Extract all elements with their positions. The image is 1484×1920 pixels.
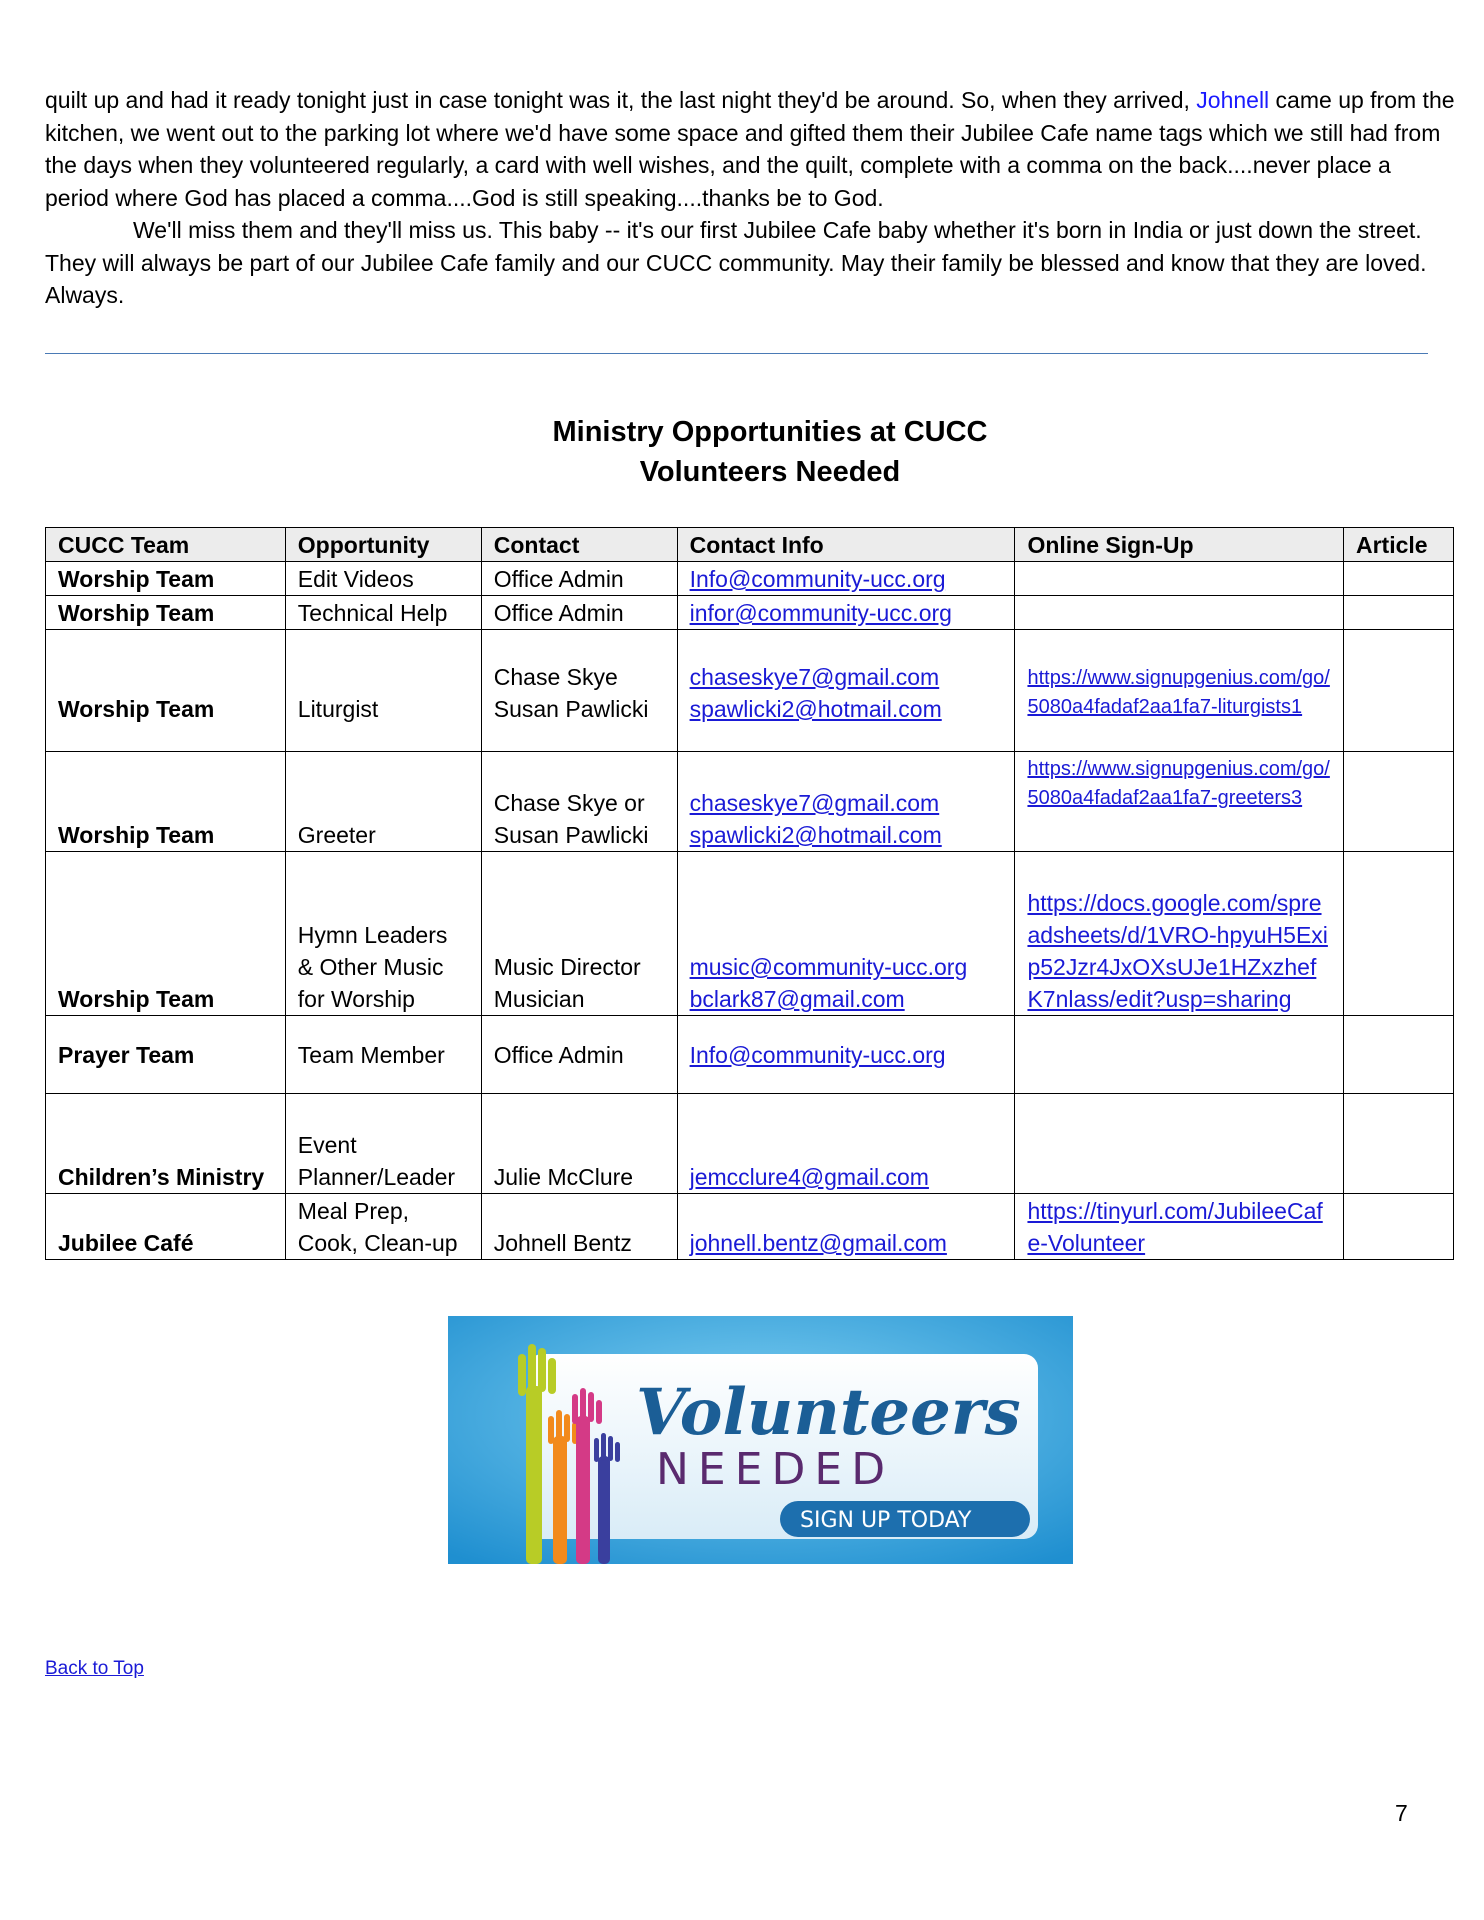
contact-info-cell — [677, 1194, 1015, 1260]
contact-info-cell — [677, 1094, 1015, 1194]
banner-word-needed: NEEDED — [656, 1444, 895, 1495]
intro-paragraph-1 — [45, 84, 1455, 214]
article-cell — [1343, 1194, 1453, 1260]
opportunity-line: Cook, Clean-up — [297, 1230, 458, 1256]
opportunity-cell: Team Member — [285, 1016, 481, 1094]
contact-info-cell — [677, 1016, 1015, 1094]
table-row — [46, 1194, 1454, 1260]
article-cell — [1343, 596, 1453, 630]
article-cell — [1343, 752, 1453, 852]
table-row — [46, 1094, 1454, 1194]
opportunity-line: & Other Music — [297, 954, 444, 980]
email-link[interactable]: music@community-ucc.org — [689, 954, 968, 980]
opportunity-cell: Greeter — [285, 752, 481, 852]
banner-word-volunteers: Volunteers — [636, 1375, 1021, 1450]
table-row — [46, 562, 1454, 596]
team-cell: Worship Team — [46, 852, 286, 1016]
team-cell: Worship Team — [46, 752, 286, 852]
team-cell: Worship Team — [46, 596, 286, 630]
signup-cell — [1015, 562, 1344, 596]
header-contact: Contact — [481, 528, 677, 562]
opportunity-cell: Edit Videos — [285, 562, 481, 596]
intro-text: quilt up and had it ready tonight just in case tonight was it, the last night they'd be around. So, when they arrived, — [45, 87, 1197, 113]
header-article: Article — [1343, 528, 1453, 562]
opportunity-cell — [285, 1094, 481, 1194]
signup-link[interactable]: https://www.signupgenius.com/go/5080a4fadaf2aa1fa7-liturgists1 — [1027, 667, 1330, 718]
signup-cell — [1015, 852, 1344, 1016]
opportunity-line: Event — [297, 1132, 357, 1158]
ministry-opportunities-table — [45, 527, 1454, 1260]
email-link[interactable]: chaseskye7@gmail.com — [689, 664, 940, 690]
signup-link[interactable]: https://docs.google.com/spreadsheets/d/1VRO-hpyuH5Exip52Jzr4JxOXsUJe1HZxzhefK7nlass/edit?usp=sharing — [1027, 890, 1328, 1012]
email-link[interactable]: bclark87@gmail.com — [689, 986, 905, 1012]
section-divider — [45, 353, 1428, 354]
table-row — [46, 596, 1454, 630]
article-cell — [1343, 852, 1453, 1016]
header-online-signup: Online Sign-Up — [1015, 528, 1344, 562]
header-opportunity: Opportunity — [285, 528, 481, 562]
signup-link[interactable]: https://www.signupgenius.com/go/5080a4fadaf2aa1fa7-greeters3 — [1027, 758, 1330, 809]
table-header-row — [46, 528, 1454, 562]
team-cell: Children’s Ministry — [46, 1094, 286, 1194]
opportunity-line: Planner/Leader — [297, 1164, 456, 1190]
header-cucc-team: CUCC Team — [46, 528, 286, 562]
signup-cell — [1015, 752, 1344, 852]
email-link[interactable]: infor@community-ucc.org — [689, 600, 952, 626]
table-row — [46, 752, 1454, 852]
article-cell — [1343, 562, 1453, 596]
team-cell: Worship Team — [46, 562, 286, 596]
contact-info-cell — [677, 562, 1015, 596]
signup-cell — [1015, 1194, 1344, 1260]
contact-cell — [481, 630, 677, 752]
contact-info-cell — [677, 596, 1015, 630]
banner-cta-text: SIGN UP TODAY — [800, 1508, 972, 1533]
contact-name: Music Director — [493, 954, 641, 980]
contact-info-cell — [677, 852, 1015, 1016]
contact-cell: Johnell Bentz — [481, 1194, 677, 1260]
table-row — [46, 630, 1454, 752]
header-contact-info: Contact Info — [677, 528, 1015, 562]
signup-cell — [1015, 596, 1344, 630]
article-cell — [1343, 1016, 1453, 1094]
table-row — [46, 1016, 1454, 1094]
opportunity-cell: Technical Help — [285, 596, 481, 630]
email-link[interactable]: spawlicki2@hotmail.com — [689, 696, 942, 722]
contact-cell: Office Admin — [481, 562, 677, 596]
signup-cell — [1015, 1094, 1344, 1194]
email-link[interactable]: chaseskye7@gmail.com — [689, 790, 940, 816]
opportunity-line: Hymn Leaders — [297, 922, 448, 948]
email-link[interactable]: Info@community-ucc.org — [689, 1041, 946, 1068]
article-cell — [1343, 630, 1453, 752]
email-link[interactable]: jemcclure4@gmail.com — [689, 1164, 929, 1190]
team-cell: Worship Team — [46, 630, 286, 752]
section-subtitle: Volunteers Needed — [639, 456, 901, 488]
contact-name: Chase Skye — [493, 664, 618, 690]
contact-info-cell — [677, 752, 1015, 852]
opportunity-cell — [285, 1194, 481, 1260]
contact-cell: Office Admin — [481, 596, 677, 630]
team-cell: Jubilee Café — [46, 1194, 286, 1260]
johnell-link[interactable]: Johnell — [1196, 87, 1270, 113]
contact-name: Musician — [493, 986, 585, 1012]
contact-name: Chase Skye or — [493, 790, 645, 816]
contact-name: Susan Pawlicki — [493, 822, 649, 848]
article-cell — [1343, 1094, 1453, 1194]
email-link[interactable]: Info@community-ucc.org — [689, 566, 946, 592]
contact-cell — [481, 752, 677, 852]
table-row — [46, 852, 1454, 1016]
signup-cell — [1015, 630, 1344, 752]
contact-info-cell — [677, 630, 1015, 752]
back-to-top-link[interactable]: Back to Top — [45, 1658, 144, 1679]
intro-paragraph-2 — [45, 214, 1455, 312]
opportunity-line: Meal Prep, — [297, 1198, 409, 1224]
opportunity-cell: Liturgist — [285, 630, 481, 752]
page-number: 7 — [1395, 1800, 1408, 1826]
email-link[interactable]: spawlicki2@hotmail.com — [689, 822, 942, 848]
section-title: Ministry Opportunities at CUCC — [552, 416, 988, 448]
contact-name: Susan Pawlicki — [493, 696, 649, 722]
contact-cell — [481, 852, 677, 1016]
team-cell: Prayer Team — [46, 1016, 286, 1094]
opportunity-line: for Worship — [297, 986, 415, 1012]
signup-cell — [1015, 1016, 1344, 1094]
contact-cell: Julie McClure — [481, 1094, 677, 1194]
contact-cell: Office Admin — [481, 1016, 677, 1094]
email-link[interactable]: johnell.bentz@gmail.com — [689, 1230, 947, 1256]
intro-text-2: We'll miss them and they'll miss us. This baby -- it's our first Jubilee Cafe baby whether it's born in India or just down the street. They will always be part of our Jubilee Cafe family and our CUCC community. May their family be blessed and know that they are loved. Always. — [45, 217, 1427, 308]
signup-link[interactable]: https://tinyurl.com/JubileeCafe-Volunteer — [1027, 1198, 1323, 1256]
intro-text-cont: came up from the kitchen, we went out to the parking lot where we'd have some space and gifted them their Jubilee Cafe name tags which we still had from the days when they volunteered regularly, a card with well wishes, and the quilt, complete with a comma on the back....never place a period where God has placed a comma....God is still speaking....thanks be to God. — [45, 87, 1455, 211]
volunteers-needed-banner — [448, 1316, 1073, 1564]
opportunity-cell — [285, 852, 481, 1016]
